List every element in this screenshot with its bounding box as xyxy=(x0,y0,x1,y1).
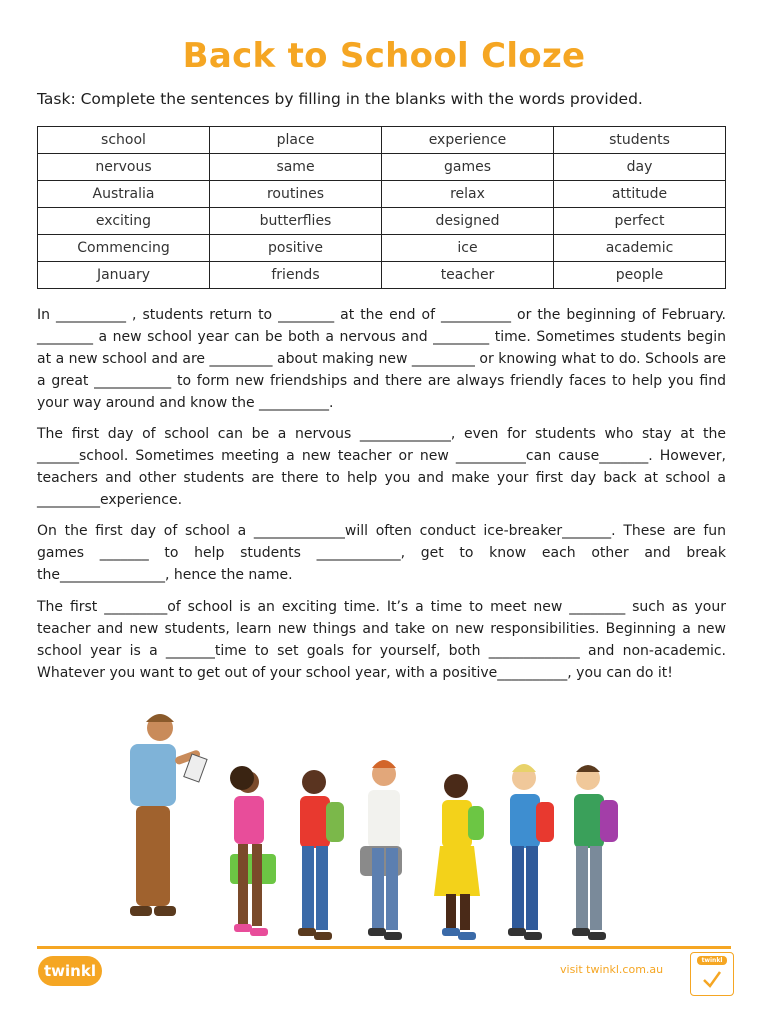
table-row xyxy=(38,208,726,235)
word-cell: relax xyxy=(382,181,554,208)
word-cell: place xyxy=(210,127,382,154)
word-cell: students xyxy=(554,127,726,154)
word-cell: Australia xyxy=(38,181,210,208)
word-cell: day xyxy=(554,154,726,181)
cloze-paragraph-2: The first day of school can be a nervous _____________, even for students who stay at the ______school. Sometimes meeting a new teacher or new __________can cause_______. However, teachers and other students are there to help you and make your first day back at school a _________experience. xyxy=(37,426,726,508)
table-row xyxy=(38,154,726,181)
cloze-paragraph-3: On the first day of school a _____________will often conduct ice-breaker_______. These are fun games _______ to help students ____________, get to know each other and break the_______________, hence the name. xyxy=(37,523,726,583)
student-figure xyxy=(434,774,484,940)
task-instruction: Task: Complete the sentences by filling in the blanks with the words provided. xyxy=(37,90,643,108)
seal-label: twinkl xyxy=(697,956,727,965)
word-cell: games xyxy=(382,154,554,181)
word-cell: January xyxy=(38,262,210,289)
table-row xyxy=(38,235,726,262)
cloze-paragraph-4: The first _________of school is an exciting time. It’s a time to meet new ________ such as your teacher and new students, learn new things and take on new responsibilities. Beginning a new school year is a _______time to set goals for yourself, both _____________ and non-academic. Whatever you want to get out of your school year, with a positive__________, you can do it! xyxy=(37,599,726,681)
word-cell: ice xyxy=(382,235,554,262)
student-figure xyxy=(360,760,402,940)
footer-url[interactable]: visit twinkl.com.au xyxy=(560,963,664,976)
word-cell: butterflies xyxy=(210,208,382,235)
teacher-figure xyxy=(130,714,207,916)
word-cell: routines xyxy=(210,181,382,208)
teacher-and-students-illustration xyxy=(100,706,660,948)
word-cell: people xyxy=(554,262,726,289)
table-row xyxy=(38,127,726,154)
word-cell: academic xyxy=(554,235,726,262)
word-cell: Commencing xyxy=(38,235,210,262)
word-bank-table xyxy=(37,126,726,289)
check-icon xyxy=(701,967,723,991)
student-figure xyxy=(298,770,344,940)
word-cell: positive xyxy=(210,235,382,262)
word-cell: experience xyxy=(382,127,554,154)
word-cell: attitude xyxy=(554,181,726,208)
word-cell: exciting xyxy=(38,208,210,235)
word-cell: perfect xyxy=(554,208,726,235)
twinkl-logo: twinkl xyxy=(38,956,102,986)
cloze-paragraph-1: In __________ , students return to ________ at the end of __________ or the beginning of February. ________ a new school year can be both a nervous and ________ time. Sometimes students begin at a new school and are _________ about making new _________ or knowing what to do. Schools are a great ___________ to form new friendships and there are always friendly faces to help you find your way around and know the __________. xyxy=(37,307,726,411)
word-cell: same xyxy=(210,154,382,181)
table-row xyxy=(38,262,726,289)
word-cell: nervous xyxy=(38,154,210,181)
word-cell: teacher xyxy=(382,262,554,289)
table-row xyxy=(38,181,726,208)
page-title: Back to School Cloze xyxy=(182,36,586,76)
student-figure xyxy=(230,766,276,936)
footer-divider xyxy=(37,946,731,949)
student-figure xyxy=(508,764,554,940)
word-cell: friends xyxy=(210,262,382,289)
quality-seal-icon xyxy=(690,952,734,996)
student-figure xyxy=(572,765,618,940)
word-cell: school xyxy=(38,127,210,154)
word-cell: designed xyxy=(382,208,554,235)
